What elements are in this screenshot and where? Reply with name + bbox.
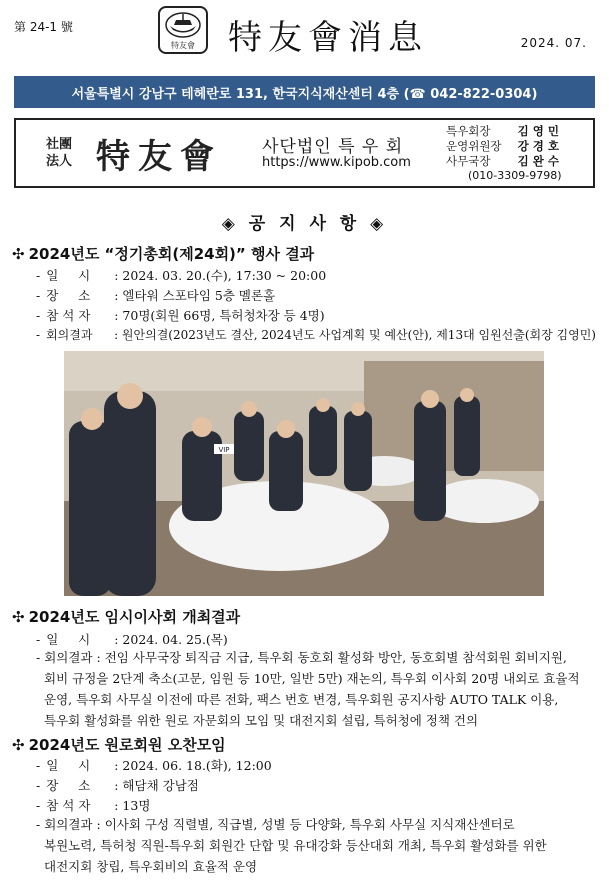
officer-name: 김 영 민 [517,124,559,138]
clover-bullet-icon: ✣ [12,608,25,626]
row-label: 회의결과 [46,328,93,342]
corp-name: 特友會 [96,137,222,177]
meeting-result-paragraph: - 회의결과 : 전임 사무국장 퇴직금 지급, 특우회 동호회 활성화 방안, 동호회별 참석회원 회비지원, 회비 규정을 2단계 축소(고문, 임원 등 10만, 일반 5만) 재논의, 특우회 이사회 20명 내외로 효율적 운영, 특우회 사무실 이전에 따른 전화, 팩스 번호 변경, 특우회원 공지사항 AUTO TALK 이용, 특우회 활성화를 위한 원로 자문회의 모임 및 대전지회 설립, 특허청에 정책 건의 [36,650,580,728]
row-value: 13명 [122,798,151,813]
row-value: 2024. 03. 20.(수), 17:30 ~ 20:00 [122,268,327,283]
row-value: 엘타워 스포타임 5층 멜론홀 [122,288,276,303]
info-row: - 장 소 : 엘타워 스포타임 5층 멜론홀 [36,288,276,303]
corp-type [38,136,80,170]
row-label: 일 시 [46,758,91,773]
newsletter-title: 特友會消息 [228,18,428,58]
row-label: 회의결과 [44,817,93,832]
info-row: - 참 석 자 : 70명(회원 66명, 특허청차장 등 4명) [36,308,325,323]
issue-date: 2024. 07. [520,36,587,50]
info-row: - 일 시 : 2024. 04. 25.(목) [36,632,228,647]
row-value: 70명(회원 66명, 특허청차장 등 4명) [122,308,325,323]
row-value: 해담채 강남점 [122,778,199,793]
row-label: 장 소 [46,778,91,793]
row-label: 장 소 [46,288,91,303]
issue-number: 第 24-1 號 [14,20,73,34]
row-label: 일 시 [46,632,91,647]
address-bar: 서울특별시 강남구 테헤란로 131, 한국지식재산센터 4층 (☎ 042-822-0304) [14,76,595,108]
officer-name: 김 완 수 [517,154,559,168]
ship-emblem-icon [160,8,206,52]
vip-sign-text: VIP [218,446,230,454]
officer-president [446,123,559,139]
meeting-result-paragraph: - 회의결과 : 이사회 구성 직렬별, 직급별, 성별 등 다양화, 특우회 사무실 지식재산센터로 복원노력, 특허청 직원-특우회 회원간 단합 및 유대강화 등산대회 개최, 특우회 활성화를 위한 대전지회 창립, 특우회비의 효율적 운영 [36,817,547,874]
org-name: 사단법인 특 우 회 [262,137,404,157]
general-meeting-photo [64,351,544,596]
section-title: ✣ 2024년도 원로회원 오찬모임 [12,736,226,754]
info-row: - 장 소 : 해담채 강남점 [36,778,199,793]
clover-bullet-icon: ✣ [12,245,25,263]
info-row: - 회의결과 : 원안의결(2023년도 결산, 2024년도 사업계획 및 예산(안), 제13대 임원선출(회장 김영민) [36,328,596,342]
row-label: 참 석 자 [46,798,91,813]
clover-bullet-icon: ✣ [12,736,25,754]
website-link[interactable]: https://www.kipob.com [262,155,411,170]
officer-name: 강 경 호 [517,139,559,153]
section-title: ✣ 2024년도 “정기총회(제24회)” 행사 결과 [12,245,315,263]
section-title: ✣ 2024년도 임시이사회 개최결과 [12,608,241,626]
corp-type-line2: 法人 [45,154,72,169]
officer-operations-chair [446,138,559,154]
officer-role: 운영위원장 [446,139,502,153]
info-row: - 일 시 : 2024. 06. 18.(화), 12:00 [36,758,272,773]
officer-secretary-general [446,153,559,169]
row-label: 회의결과 [44,650,93,665]
logo-text: 特友會 [171,41,195,50]
association-logo [158,6,208,54]
row-label: 참 석 자 [46,308,91,323]
info-row: - 참 석 자 : 13명 [36,798,151,813]
row-label: 일 시 [46,268,91,283]
officer-role: 특우회장 [446,124,491,138]
officer-role: 사무국장 [446,154,491,168]
row-value: 2024. 06. 18.(화), 12:00 [122,758,272,773]
contact-phone: (010-3309-9798) [468,169,562,182]
info-row: - 일 시 : 2024. 03. 20.(수), 17:30 ~ 20:00 [36,268,327,283]
notice-heading: ◈ 공 지 사 항 ◈ [221,214,388,234]
corp-type-line1: 社團 [45,137,72,152]
row-value: 원안의결(2023년도 결산, 2024년도 사업계획 및 예산(안), 제13대 임원선출(회장 김영민) [121,328,596,342]
row-value: 2024. 04. 25.(목) [122,632,228,647]
